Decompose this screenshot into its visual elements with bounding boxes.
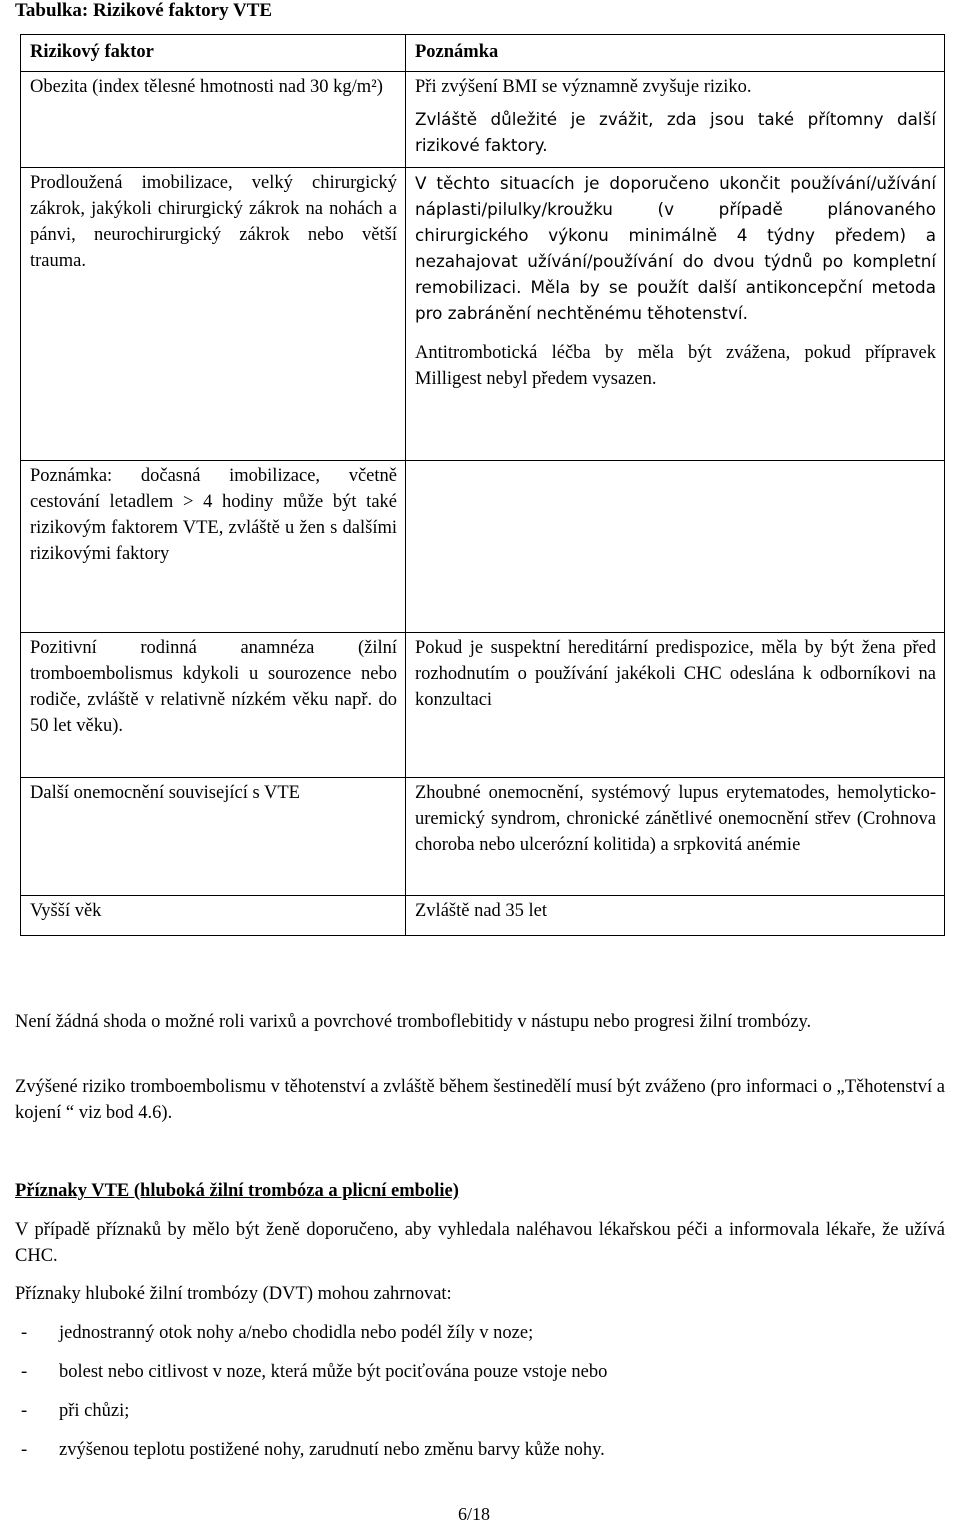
list-item [15, 1437, 945, 1476]
list-item-text: při chůzi; [59, 1401, 130, 1421]
table-row [21, 72, 945, 168]
dash-marker: - [21, 1440, 28, 1460]
note-cell: Zhoubné onemocnění, systémový lupus erytematodes, hemolyticko-uremický syndrom, chronické zánětlivé onemocnění střev (Crohnova choroba nebo ulcerózní kolitida) a srpkovitá anémie [406, 778, 945, 896]
paragraph-symptoms: V případě příznaků by mělo být ženě doporučeno, aby vyhledala naléhavou lékařskou péči a informovala lékaře, že užívá CHC. [15, 1220, 945, 1266]
paragraph-dvt-intro: Příznaky hluboké žilní trombózy (DVT) mohou zahrnovat: [15, 1284, 452, 1304]
table-row [21, 896, 945, 936]
note-cell: Zvláště nad 35 let [406, 896, 945, 936]
header-risk-factor: Rizikový faktor [21, 35, 406, 72]
paragraph-varices: Není žádná shoda o možné roli varixů a povrchové tromboflebitidy v nástupu nebo progresi žilní trombózy. [15, 1012, 812, 1032]
risk-factor-cell: Poznámka: dočasná imobilizace, včetně cestování letadlem > 4 hodiny může být také rizikovým faktorem VTE, zvláště u žen s dalšími rizikovými faktory [21, 461, 406, 633]
table-row [21, 168, 945, 461]
table-row [21, 633, 945, 778]
risk-factor-cell: Další onemocnění související s VTE [21, 778, 406, 896]
dash-marker: - [21, 1401, 28, 1421]
list-item [15, 1398, 945, 1437]
note-cell [406, 461, 945, 633]
note-paragraph: Zvláště důležité je zvážit, zda jsou také přítomny další rizikové faktory. [415, 109, 936, 155]
risk-factor-cell: Pozitivní rodinná anamnéza (žilní tromboembolismus kdykoli u sourozence nebo rodiče, zvláště v relativně nízkém věku např. do 50 let věku). [21, 633, 406, 778]
note-cell [406, 72, 945, 168]
list-item [15, 1359, 945, 1398]
note-paragraph: Při zvýšení BMI se významně zvyšuje riziko. [415, 77, 752, 97]
page-number: 6/18 [458, 1504, 491, 1524]
table-row [21, 778, 945, 896]
dash-marker: - [21, 1362, 28, 1382]
symptoms-heading: Příznaky VTE (hluboká žilní trombóza a plicní embolie) [15, 1181, 459, 1201]
table-header-row [21, 35, 945, 72]
list-item-text: jednostranný otok nohy a/nebo chodidla nebo podél žíly v noze; [59, 1323, 534, 1343]
risk-factor-cell: Vyšší věk [21, 896, 406, 936]
table-title: Tabulka: Rizikové faktory VTE [15, 0, 273, 21]
risk-factor-cell: Obezita (index tělesné hmotnosti nad 30 kg/m²) [21, 72, 406, 168]
dvt-symptom-list [15, 1320, 945, 1476]
note-paragraph: V těchto situacích je doporučeno ukončit používání/užívání náplasti/pilulky/kroužku (v případě plánovaného chirurgického výkonu minimálně 4 týdny předem) a nezahajovat užívání/používání do dvou týdnů po kompletní remobilizaci. Měla by se použít další antikoncepční metoda pro zabránění nechtěnému těhotenství. [415, 173, 936, 323]
list-item [15, 1320, 945, 1359]
note-cell [406, 168, 945, 461]
header-note: Poznámka [406, 35, 945, 72]
risk-factor-table [20, 34, 945, 936]
risk-factor-cell: Prodloužená imobilizace, velký chirurgický zákrok, jakýkoli chirurgický zákrok na nohách a pánvi, neurochirurgický zákrok nebo větší trauma. [21, 168, 406, 461]
note-paragraph: Antitrombotická léčba by měla být zvážena, pokud přípravek Milligest nebyl předem vysazen. [415, 343, 936, 389]
note-cell: Pokud je suspektní hereditární predispozice, měla by být žena před rozhodnutím o používání jakékoli CHC odeslána k odborníkovi na konzultaci [406, 633, 945, 778]
table-row [21, 461, 945, 633]
paragraph-pregnancy: Zvýšené riziko tromboembolismu v těhotenství a zvláště během šestinedělí musí být zváženo (pro informaci o „Těhotenství a kojení “ viz bod 4.6). [15, 1077, 945, 1123]
list-item-text: bolest nebo citlivost v noze, která může být pociťována pouze vstoje nebo [59, 1362, 608, 1382]
list-item-text: zvýšenou teplotu postižené nohy, zarudnutí nebo změnu barvy kůže nohy. [59, 1440, 605, 1460]
dash-marker: - [21, 1323, 28, 1343]
